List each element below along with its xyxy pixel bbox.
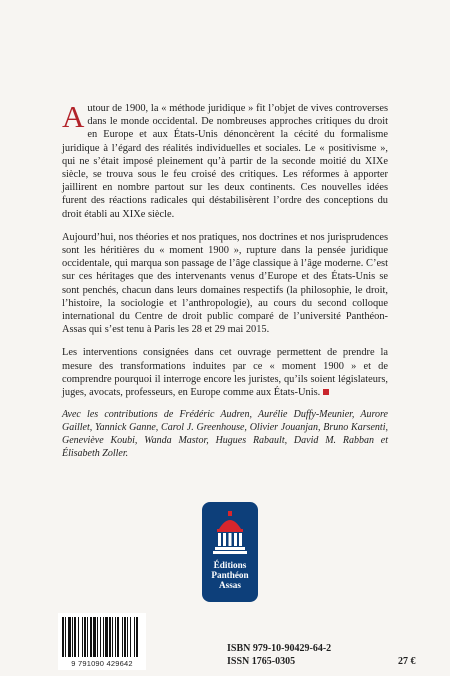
barcode-bar	[100, 617, 101, 657]
barcode-bar	[103, 617, 104, 657]
drop-cap: A	[62, 99, 85, 134]
barcode-bar	[130, 617, 131, 657]
barcode-bar	[68, 617, 71, 657]
pantheon-dome-icon	[209, 507, 251, 557]
paragraph-2: Aujourd’hui, nos théories et nos pratiques, nos doctrines et nos jurisprudences sont les héritières du « moment 1900 », rupture dans la pensée juridique occidentale, qui marqua son passage de l’âge classique à l’âge moderne. C’est sur ces héritages que des intervenants venus d’Europe et des États-Unis se sont penchés, chacun dans leurs domaines respectifs (la philosophie, le droit, l’histoire, la sociologie et l’anthropologie), au cours du second colloque international du Centre de droit public comparé de l’université Panthéon-Assas qui s’est tenu à Paris les 28 et 29 mai 2015.	[62, 231, 388, 336]
paragraph-3	[62, 346, 388, 399]
publisher-line-2: Panthéon	[211, 570, 249, 580]
barcode-bar	[65, 617, 66, 657]
barcode-bar	[122, 617, 123, 657]
barcode	[58, 613, 146, 670]
barcode-bar	[117, 617, 119, 657]
barcode-bar	[78, 617, 79, 657]
barcode-bar	[109, 617, 111, 657]
end-square-icon	[323, 389, 329, 395]
publisher-name	[211, 560, 248, 590]
barcode-bar	[112, 617, 113, 657]
barcode-bar	[115, 617, 116, 657]
barcode-bar	[62, 617, 64, 657]
barcode-bar	[82, 617, 83, 657]
barcode-bar	[105, 617, 108, 657]
price: 27 €	[398, 656, 416, 667]
issn-number: ISSN 1765-0305	[227, 656, 296, 667]
barcode-bar	[72, 617, 73, 657]
barcode-bar	[134, 617, 135, 657]
barcode-bar	[97, 617, 98, 657]
publisher-logo	[202, 502, 258, 602]
isbn-number: ISBN 979-10-90429-64-2	[227, 643, 332, 654]
barcode-digits: 9 791090 429642	[71, 659, 133, 668]
barcode-bar	[93, 617, 96, 657]
barcode-bar	[127, 617, 128, 657]
paragraph-1	[62, 99, 388, 221]
barcode-bars	[58, 613, 146, 659]
paragraph-1-text: utour de 1900, la « méthode juridique » fit l’objet de vives controverses dans le monde occidental. De nombreuses approches critiques du droit en Europe et aux États-Unis dénoncèrent la cécité du formalisme juridique à l’égard des réalités individuelles et sociales. Le « positivisme », qui ne s’était imposé pleinement qu’à partir de la seconde moitié du XIXe siècle, se trouva sous le feu croisé des critiques. Les réformes à apporter jaillirent en nombre partout sur les deux continents. Ces nouvelles idées furent des réactions radicales qui déstabilisèrent l’ordre des conceptions du droit établi au XIXe siècle.	[62, 103, 388, 220]
publisher-line-1: Éditions	[213, 560, 247, 570]
barcode-bar	[87, 617, 88, 657]
paragraph-3-text: Les interventions consignées dans cet ouvrage permettent de prendre la mesure des transformations induites par ce « moment 1900 » et de comprendre pourquoi il interroge encore les juristes, qu’ils soient législateurs, juges, avocats, professeurs, en Europe comme aux États-Unis.	[62, 347, 388, 399]
publisher-line-3: Assas	[219, 580, 241, 590]
barcode-bar	[124, 617, 126, 657]
barcode-bar	[84, 617, 86, 657]
identifiers	[227, 642, 331, 668]
barcode-bar	[136, 617, 138, 657]
barcode-bar	[90, 617, 92, 657]
contributors-list: Avec les contributions de Frédéric Audren, Aurélie Duffy-Meunier, Aurore Gaillet, Yannick Ganne, Carol J. Greenhouse, Olivier Jouanjan, Bruno Karsenti, Geneviève Koubi, Wanda Mastor, Hugues Rabault, David M. Rabban et Élisabeth Zoller.	[62, 409, 388, 459]
back-cover-text	[62, 99, 388, 470]
barcode-bar	[74, 617, 76, 657]
